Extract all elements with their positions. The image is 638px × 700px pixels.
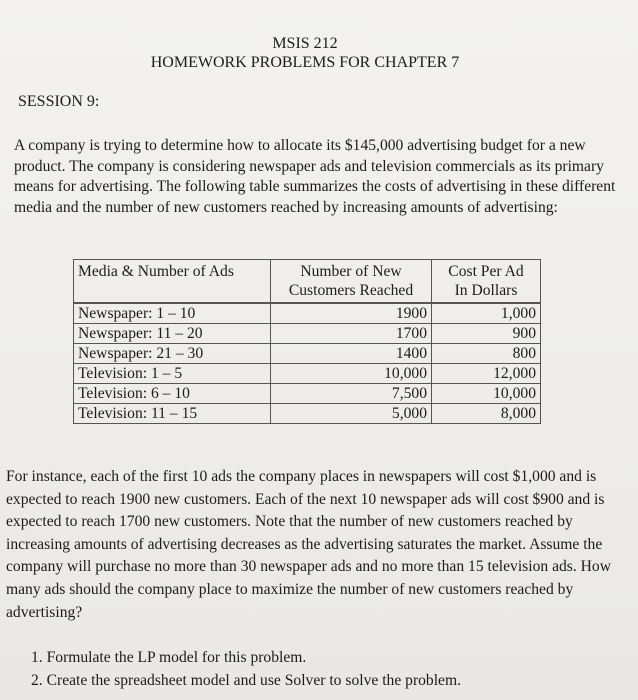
table-row xyxy=(74,364,541,384)
cell-media: Newspaper: 11 – 20 xyxy=(74,324,271,344)
header-cost-line1: Cost Per Ad xyxy=(432,260,541,282)
header-customers-line2: Customers Reached xyxy=(271,281,432,303)
cell-customers: 1400 xyxy=(271,344,432,364)
header-media: Media & Number of Ads xyxy=(74,260,271,304)
table-row xyxy=(74,344,541,364)
course-title: MSIS 212 xyxy=(272,35,338,52)
cell-customers: 7,500 xyxy=(271,384,432,404)
document-subtitle: HOMEWORK PROBLEMS FOR CHAPTER 7 xyxy=(150,54,460,71)
task-item: 2. Create the spreadsheet model and use Solver to solve the problem. xyxy=(31,671,462,689)
cell-customers: 5,000 xyxy=(271,404,432,424)
cell-customers: 1700 xyxy=(271,324,432,344)
session-label: SESSION 9: xyxy=(18,93,100,110)
advertising-table xyxy=(73,259,541,424)
cell-cost: 12,000 xyxy=(432,364,541,384)
cell-customers: 10,000 xyxy=(271,364,432,384)
cell-media: Television: 1 – 5 xyxy=(74,364,271,384)
cell-cost: 8,000 xyxy=(432,404,541,424)
cell-cost: 10,000 xyxy=(432,384,541,404)
task-item: 1. Formulate the LP model for this problem. xyxy=(31,649,307,666)
cell-media: Newspaper: 21 – 30 xyxy=(74,344,271,364)
table-row xyxy=(74,324,541,344)
table-row xyxy=(74,404,541,424)
cell-media: Television: 6 – 10 xyxy=(74,384,271,404)
header-customers-line1: Number of New xyxy=(271,260,432,282)
cell-cost: 800 xyxy=(432,344,541,364)
header-cost-line2: In Dollars xyxy=(432,281,541,303)
table-row xyxy=(74,384,541,404)
table-header-row xyxy=(74,260,541,282)
cell-media: Newspaper: 1 – 10 xyxy=(74,303,271,324)
task-list xyxy=(31,647,461,692)
table-row xyxy=(74,303,541,324)
explanation-paragraph: For instance, each of the first 10 ads the company places in newspapers will cost $1,000 and is expected to reach 1900 new customers. Each of the next 10 newspaper ads will cost $900 and is expected to reach 1700 new customers. Note that the number of new customers reached by increasing amounts of advertising decreases as the advertising saturates the market. Assume the company will purchase no more than 30 newspaper ads and no more than 15 television ads. How many ads should the company place to maximize the number of new customers reached by advertising? xyxy=(6,468,611,621)
intro-paragraph: A company is trying to determine how to allocate its $145,000 advertising budget for a new product. The company is considering newspaper ads and television commercials as its primary means for advertising. The following table summarizes the costs of advertising in these different media and the number of new customers reached by increasing amounts of advertising: xyxy=(14,137,616,216)
cell-media: Television: 11 – 15 xyxy=(74,404,271,424)
cell-cost: 900 xyxy=(432,324,541,344)
cell-cost: 1,000 xyxy=(432,303,541,324)
cell-customers: 1900 xyxy=(271,303,432,324)
